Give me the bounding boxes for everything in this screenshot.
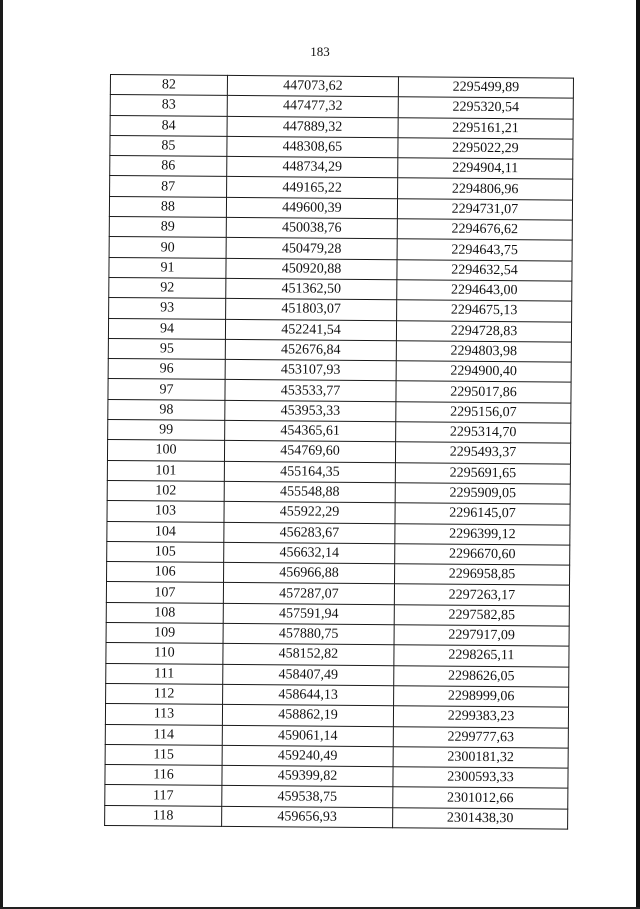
y-coordinate-cell: 2296145,07 <box>395 503 570 525</box>
x-coordinate-cell: 458862,19 <box>222 705 393 727</box>
point-number-cell: 84 <box>110 115 227 136</box>
x-coordinate-cell: 447073,62 <box>227 75 398 97</box>
x-coordinate-cell: 458644,13 <box>223 684 394 706</box>
x-coordinate-cell: 459061,14 <box>222 725 393 747</box>
x-coordinate-cell: 459538,75 <box>222 786 393 808</box>
y-coordinate-cell: 2294632,54 <box>397 259 572 281</box>
point-number-cell: 109 <box>106 623 223 644</box>
point-number-cell: 101 <box>107 460 224 481</box>
y-coordinate-cell: 2295022,29 <box>398 138 573 160</box>
point-number-cell: 97 <box>108 379 225 400</box>
x-coordinate-cell: 450479,28 <box>226 238 397 260</box>
point-number-cell: 100 <box>107 440 224 461</box>
point-number-cell: 111 <box>106 663 223 684</box>
y-coordinate-cell: 2294728,83 <box>396 320 571 342</box>
point-number-cell: 89 <box>109 217 226 238</box>
x-coordinate-cell: 458152,82 <box>223 644 394 666</box>
y-coordinate-cell: 2294904,11 <box>398 158 573 180</box>
x-coordinate-cell: 452241,54 <box>225 319 396 341</box>
point-number-cell: 82 <box>110 75 227 96</box>
point-number-cell: 117 <box>105 785 222 806</box>
point-number-cell: 94 <box>108 318 225 339</box>
y-coordinate-cell: 2295314,70 <box>396 422 571 444</box>
y-coordinate-cell: 2301012,66 <box>393 787 568 809</box>
y-coordinate-cell: 2297263,17 <box>394 584 569 606</box>
point-number-cell: 106 <box>107 562 224 583</box>
y-coordinate-cell: 2297917,09 <box>394 625 569 647</box>
point-number-cell: 95 <box>108 338 225 359</box>
y-coordinate-cell: 2295161,21 <box>398 117 573 139</box>
y-coordinate-cell: 2294676,62 <box>397 219 572 241</box>
x-coordinate-cell: 451362,50 <box>226 278 397 300</box>
point-number-cell: 86 <box>110 156 227 177</box>
y-coordinate-cell: 2298265,11 <box>394 645 569 667</box>
y-coordinate-cell: 2294643,75 <box>397 239 572 261</box>
x-coordinate-cell: 450920,88 <box>226 258 397 280</box>
page-number: 183 <box>310 44 330 59</box>
x-coordinate-cell: 453953,33 <box>225 400 396 422</box>
y-coordinate-cell: 2296399,12 <box>395 523 570 545</box>
x-coordinate-cell: 455548,88 <box>224 481 395 503</box>
y-coordinate-cell: 2301438,30 <box>393 807 568 829</box>
y-coordinate-cell: 2295156,07 <box>396 402 571 424</box>
x-coordinate-cell: 455922,29 <box>224 502 395 524</box>
y-coordinate-cell: 2296670,60 <box>395 544 570 566</box>
point-number-cell: 112 <box>106 683 223 704</box>
point-number-cell: 110 <box>106 643 223 664</box>
point-number-cell: 102 <box>107 480 224 501</box>
y-coordinate-cell: 2295691,65 <box>395 462 570 484</box>
coordinates-table <box>104 74 574 830</box>
point-number-cell: 99 <box>108 420 225 441</box>
x-coordinate-cell: 459240,49 <box>222 745 393 767</box>
point-number-cell: 93 <box>109 298 226 319</box>
x-coordinate-cell: 453107,93 <box>225 360 396 382</box>
x-coordinate-cell: 448734,29 <box>227 157 398 179</box>
x-coordinate-cell: 459399,82 <box>222 765 393 787</box>
table-row <box>105 805 568 829</box>
y-coordinate-cell: 2299383,23 <box>393 706 568 728</box>
y-coordinate-cell: 2300593,33 <box>393 767 568 789</box>
y-coordinate-cell: 2294900,40 <box>396 361 571 383</box>
page-edge-left <box>0 0 3 909</box>
point-number-cell: 104 <box>107 521 224 542</box>
point-number-cell: 118 <box>105 805 222 826</box>
point-number-cell: 88 <box>109 196 226 217</box>
table-body <box>105 75 574 830</box>
point-number-cell: 113 <box>105 704 222 725</box>
point-number-cell: 90 <box>109 237 226 258</box>
y-coordinate-cell: 2294803,98 <box>396 341 571 363</box>
x-coordinate-cell: 456632,14 <box>224 542 395 564</box>
point-number-cell: 83 <box>110 95 227 116</box>
y-coordinate-cell: 2295499,89 <box>398 77 573 99</box>
x-coordinate-cell: 456966,88 <box>224 563 395 585</box>
x-coordinate-cell: 456283,67 <box>224 522 395 544</box>
x-coordinate-cell: 449600,39 <box>226 197 397 219</box>
point-number-cell: 85 <box>110 135 227 156</box>
x-coordinate-cell: 448308,65 <box>227 136 398 158</box>
y-coordinate-cell: 2296958,85 <box>395 564 570 586</box>
point-number-cell: 91 <box>109 257 226 278</box>
y-coordinate-cell: 2294731,07 <box>397 199 572 221</box>
point-number-cell: 98 <box>108 399 225 420</box>
point-number-cell: 107 <box>106 582 223 603</box>
y-coordinate-cell: 2300181,32 <box>393 747 568 769</box>
y-coordinate-cell: 2297582,85 <box>394 604 569 626</box>
x-coordinate-cell: 455164,35 <box>224 461 395 483</box>
point-number-cell: 103 <box>107 501 224 522</box>
x-coordinate-cell: 447889,32 <box>227 116 398 138</box>
x-coordinate-cell: 459656,93 <box>222 806 393 828</box>
x-coordinate-cell: 457287,07 <box>223 583 394 605</box>
y-coordinate-cell: 2298626,05 <box>394 665 569 687</box>
x-coordinate-cell: 454769,60 <box>224 441 395 463</box>
x-coordinate-cell: 447477,32 <box>227 96 398 118</box>
y-coordinate-cell: 2295320,54 <box>398 97 573 119</box>
point-number-cell: 108 <box>106 602 223 623</box>
y-coordinate-cell: 2298999,06 <box>394 686 569 708</box>
point-number-cell: 87 <box>110 176 227 197</box>
y-coordinate-cell: 2294643,00 <box>397 280 572 302</box>
x-coordinate-cell: 454365,61 <box>225 420 396 442</box>
x-coordinate-cell: 453533,77 <box>225 380 396 402</box>
x-coordinate-cell: 457591,94 <box>223 603 394 625</box>
y-coordinate-cell: 2295909,05 <box>395 483 570 505</box>
y-coordinate-cell: 2294675,13 <box>397 300 572 322</box>
y-coordinate-cell: 2295493,37 <box>395 442 570 464</box>
x-coordinate-cell: 449165,22 <box>227 177 398 199</box>
x-coordinate-cell: 450038,76 <box>226 217 397 239</box>
coordinates-table-container <box>104 74 570 830</box>
x-coordinate-cell: 451803,07 <box>226 299 397 321</box>
page-edge-right <box>636 0 640 909</box>
point-number-cell: 115 <box>105 744 222 765</box>
point-number-cell: 114 <box>105 724 222 745</box>
x-coordinate-cell: 458407,49 <box>223 664 394 686</box>
y-coordinate-cell: 2299777,63 <box>393 726 568 748</box>
y-coordinate-cell: 2294806,96 <box>398 178 573 200</box>
point-number-cell: 116 <box>105 765 222 786</box>
x-coordinate-cell: 457880,75 <box>223 623 394 645</box>
point-number-cell: 105 <box>107 541 224 562</box>
x-coordinate-cell: 452676,84 <box>225 339 396 361</box>
point-number-cell: 96 <box>108 359 225 380</box>
y-coordinate-cell: 2295017,86 <box>396 381 571 403</box>
point-number-cell: 92 <box>109 277 226 298</box>
